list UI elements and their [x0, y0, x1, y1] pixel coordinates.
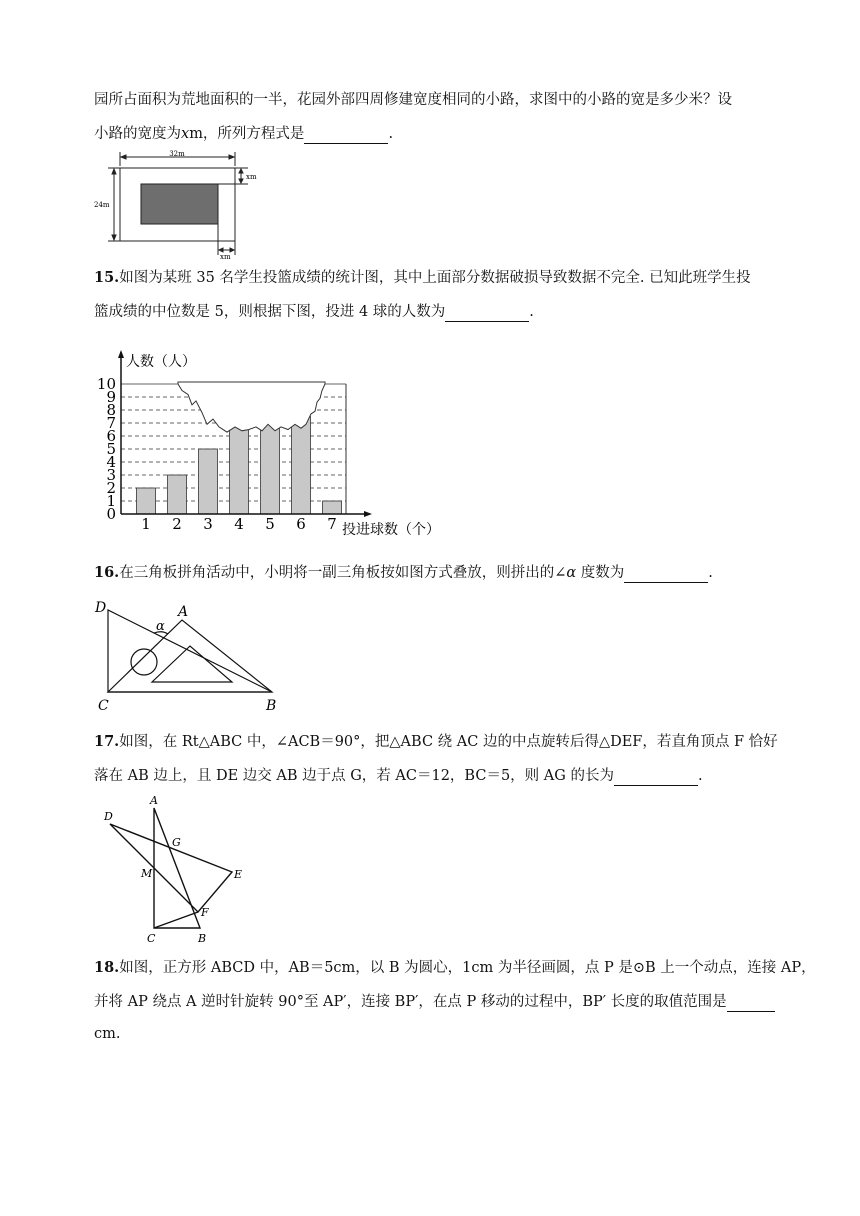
q16-label-b: B [266, 698, 277, 714]
q18-answer-blank[interactable] [727, 995, 775, 1012]
q16-circle [131, 649, 157, 675]
q14-text-line1: 园所占面积为荒地面积的一半，花园外部四周修建宽度相同的小路，求图中的小路的宽是多少米？设 [94, 92, 732, 108]
chart-y-tick: 3 [106, 466, 116, 484]
q17-rotation-figure [100, 792, 260, 948]
q18-text-line2 [94, 992, 775, 1012]
chart-x-tick-4: 4 [234, 515, 244, 533]
q18-line1: 如图，正方形 ABCD 中，AB＝5cm，以 B 为圆心，1cm 为半径画圆，点 P 是⊙B 上一个动点，连接 AP， [119, 960, 816, 976]
q17-segment-cf [154, 912, 198, 928]
q14-garden-rect [141, 184, 218, 224]
q14-line2-end: . [388, 126, 394, 142]
q17-line2-end: . [697, 768, 703, 784]
chart-x-tick-6: 6 [296, 515, 306, 533]
q16-alpha: α [566, 565, 577, 581]
chart-y-tick: 8 [106, 401, 116, 419]
chart-bar-3 [199, 449, 218, 514]
q17-line1: 如图，在 Rt△ABC 中，∠ACB＝90°，把△ABC 绕 AC 边的中点旋转后得△DEF，若直角顶点 F 恰好 [119, 734, 778, 750]
chart-y-tick: 5 [106, 440, 116, 458]
q18-line2: 并将 AP 绕点 A 逆时针旋转 90°至 AP′，连接 BP′，在点 P 移动的过程中，BP′ 长度的取值范围是 [94, 994, 727, 1010]
chart-y-tick: 0 [106, 505, 116, 523]
q16-label-d: D [95, 600, 107, 616]
q17-answer-blank[interactable] [614, 769, 698, 786]
q17-label-d: D [104, 810, 113, 823]
chart-x-tick-labels [141, 515, 337, 533]
q14-line2-unit: m，所列方程式是 [189, 126, 305, 142]
q17-label-e: E [234, 868, 243, 881]
q16-text [94, 563, 713, 583]
q18-text-line3: cm. [94, 1026, 121, 1042]
q17-text-line1 [94, 732, 778, 752]
q17-label-a: A [150, 794, 158, 807]
q14-path-label-bottom: xm [220, 253, 231, 261]
q17-triangle-def [110, 824, 232, 912]
chart-y-tick-labels [97, 375, 116, 523]
chart-y-tick: 2 [106, 479, 116, 497]
q16-answer-blank[interactable] [624, 566, 708, 583]
q16-end: . [708, 565, 713, 581]
chart-x-label: 投进球数（个） [342, 522, 440, 538]
q14-text-line2 [94, 124, 393, 144]
q17-label-m: M [141, 867, 153, 880]
q14-path-label-top: xm [246, 173, 257, 181]
chart-x-axis-arrow [364, 511, 372, 517]
chart-x-tick-1: 1 [141, 515, 151, 533]
q15-answer-blank[interactable] [445, 305, 529, 322]
chart-bar-7 [323, 501, 342, 514]
chart-bars [137, 417, 342, 515]
q16-triangle-dcb [108, 610, 272, 692]
q17-label-f: F [201, 906, 209, 919]
q15-text-line2 [94, 302, 534, 322]
q14-answer-blank[interactable] [304, 127, 388, 144]
q14-line2-start: 小路的宽度为 [94, 126, 181, 142]
q15-number: 15. [94, 269, 120, 286]
chart-y-tick: 10 [96, 375, 116, 393]
chart-x-tick-5: 5 [265, 515, 275, 533]
chart-bar-4 [230, 423, 249, 514]
chart-bar-1 [137, 488, 156, 514]
q15-text-line1 [94, 268, 751, 288]
chart-y-tick: 9 [106, 388, 116, 406]
q16-triangle-figure [92, 596, 292, 716]
chart-y-label: 人数（人） [126, 354, 196, 370]
q14-width-label: 32m [169, 150, 185, 158]
chart-torn-edge [178, 382, 325, 432]
q18-number: 18. [94, 959, 120, 976]
q17-number: 17. [94, 733, 120, 750]
q16-text-b: 度数为 [576, 565, 625, 581]
q16-label-alpha: α [156, 619, 165, 634]
chart-y-tick: 4 [106, 453, 116, 471]
q14-height-label: 24m [94, 201, 110, 209]
chart-bar-2 [168, 475, 187, 514]
q17-label-c: C [147, 932, 156, 945]
q16-number: 16. [94, 564, 120, 581]
q17-line2: 落在 AB 边上，且 DE 边交 AB 边于点 G，若 AC＝12，BC＝5，则 AG 的长为 [94, 768, 614, 784]
q16-label-a: A [178, 604, 189, 620]
q18-text-line1 [94, 958, 816, 978]
chart-y-tick: 7 [106, 414, 116, 432]
q15-line1: 如图为某班 35 名学生投篮成绩的统计图，其中上面部分数据破损导致数据不完全. 已知此班学生投 [119, 270, 751, 286]
q14-garden-figure [92, 148, 262, 260]
chart-x-tick-7: 7 [327, 515, 337, 533]
q17-label-b: B [198, 932, 207, 945]
chart-bar-5 [261, 418, 280, 514]
chart-bar-6 [292, 417, 311, 515]
chart-y-tick: 1 [106, 492, 116, 510]
q14-variable: x [181, 126, 190, 142]
chart-x-tick-3: 3 [203, 515, 213, 533]
chart-y-tick: 6 [106, 427, 116, 445]
q15-bar-chart [96, 348, 440, 540]
q16-text-a: 在三角板拼角活动中，小明将一副三角板按如图方式叠放，则拼出的∠ [119, 565, 567, 581]
q17-text-line2 [94, 766, 703, 786]
q16-label-c: C [98, 698, 109, 714]
chart-y-axis-arrow [118, 350, 124, 358]
q15-line2: 篮成绩的中位数是 5，则根据下图，投进 4 球的人数为 [94, 304, 446, 320]
q15-line2-end: . [529, 304, 534, 320]
chart-x-tick-2: 2 [172, 515, 182, 533]
q17-label-g: G [172, 836, 181, 849]
q17-triangle-abc [154, 808, 200, 928]
